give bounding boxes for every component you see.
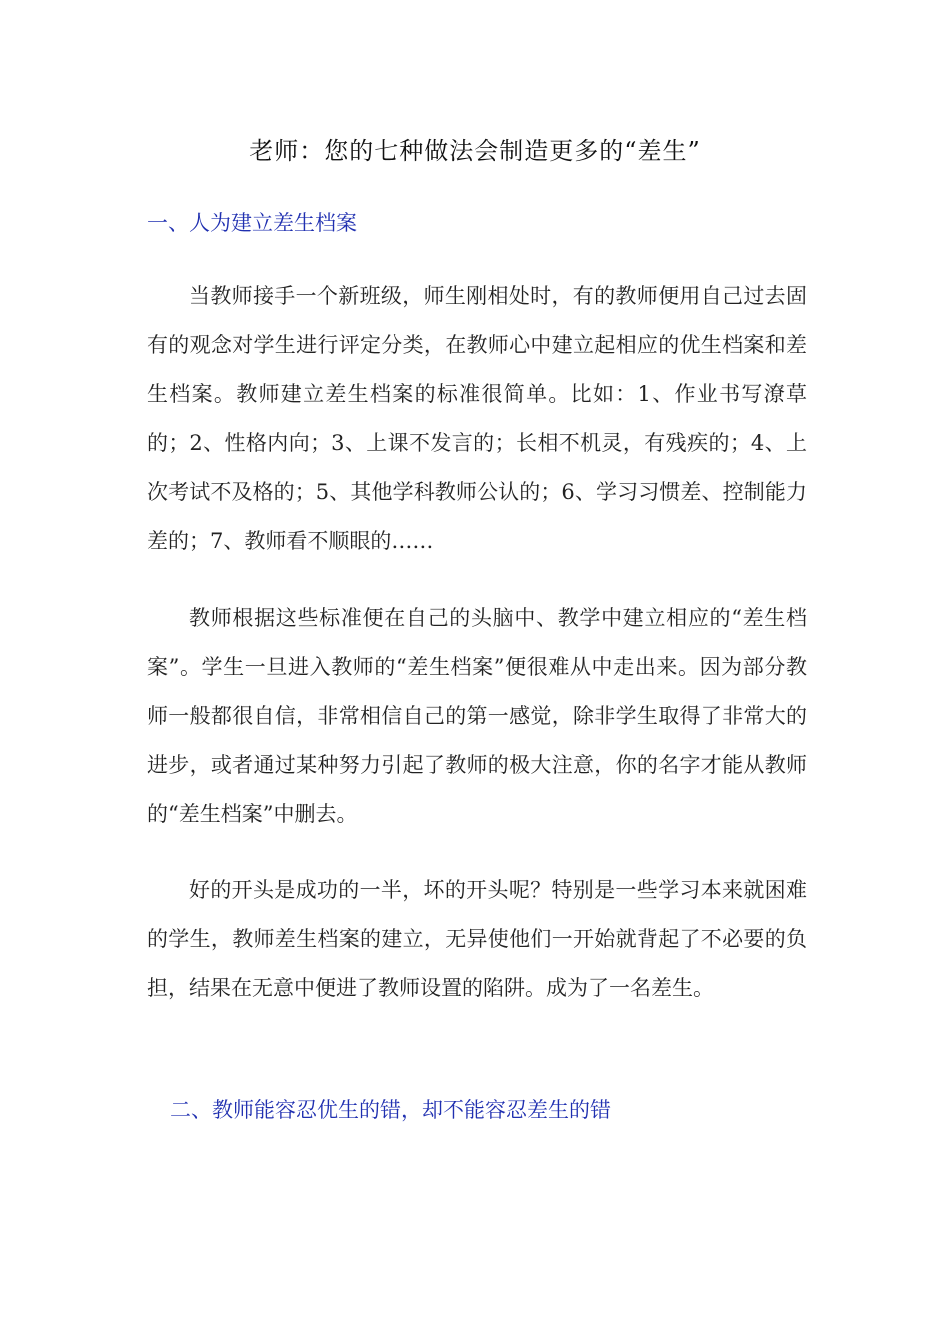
section-heading-2: 二、教师能容忍优生的错，却不能容忍差生的错 [170,1098,611,1122]
section-heading-1: 一、人为建立差生档案 [147,211,357,235]
paragraph-3: 好的开头是成功的一半，坏的开头呢？特别是一些学习本来就困难的学生，教师差生档案的建立，无异使他们一开始就背起了不必要的负担，结果在无意中便进了教师设置的陷阱。成为了一名差生。 [147,878,807,1000]
document-title: 老师：您的七种做法会制造更多的“差生” [249,137,701,165]
paragraph-2: 教师根据这些标准便在自己的头脑中、教学中建立相应的“差生档案”。学生一旦进入教师的“差生档案”便很难从中走出来。因为部分教师一般都很自信，非常相信自己的第一感觉，除非学生取得了非常大的进步，或者通过某种努力引起了教师的极大注意，你的名字才能从教师的“差生档案”中删去。 [147,606,807,826]
paragraph-1: 当教师接手一个新班级，师生刚相处时，有的教师便用自己过去固有的观念对学生进行评定分类，在教师心中建立起相应的优生档案和差生档案。教师建立差生档案的标准很简单。比如：1、作业书写潦草的；2、性格内向；3、上课不发言的；长相不机灵，有残疾的；4、上次考试不及格的；5、其他学科教师公认的；6、学习习惯差、控制能力差的；7、教师看不顺眼的…… [147,284,807,553]
